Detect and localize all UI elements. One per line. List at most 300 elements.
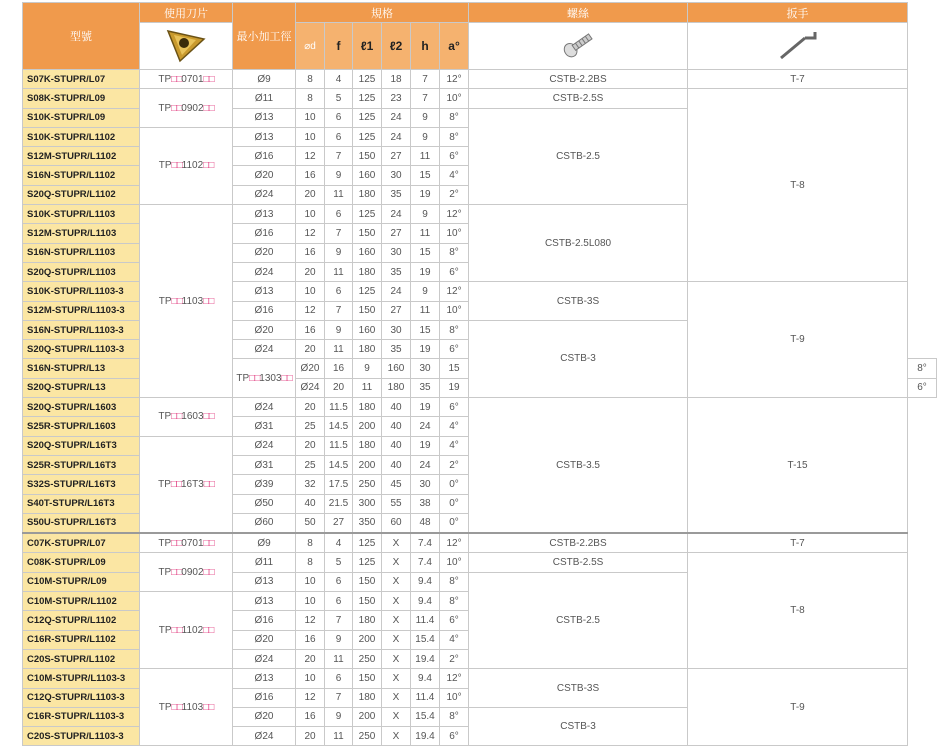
spec-d: 16: [296, 320, 325, 339]
screw-code: CSTB-2.5S: [469, 553, 688, 572]
spec-l1: 125: [353, 553, 382, 572]
spec-f: 14.5: [325, 417, 353, 436]
spec-l2: 40: [382, 398, 411, 417]
spec-l2: 27: [382, 147, 411, 166]
spec-l2: 35: [382, 185, 411, 204]
spec-h: 30: [411, 475, 440, 494]
spec-l2: X: [382, 572, 411, 591]
spec-f: 7: [325, 224, 353, 243]
spec-l1: 180: [353, 262, 382, 281]
wrench-code: T-8: [688, 89, 908, 282]
spec-d: 10: [296, 282, 325, 301]
model-code: S10K-STUPR/L1102: [23, 127, 140, 146]
min-bore: Ø13: [233, 669, 296, 688]
spec-a: 6°: [440, 727, 469, 746]
spec-l1: 160: [382, 359, 411, 378]
spec-h: 9: [411, 127, 440, 146]
spec-l2: 35: [382, 340, 411, 359]
wrench-code: T-15: [688, 398, 908, 534]
spec-l2: 60: [382, 513, 411, 533]
wrench-code: T-9: [688, 669, 908, 746]
screw-code: CSTB-2.5L080: [469, 205, 688, 282]
min-bore: Ø31: [233, 455, 296, 474]
spec-f: 9: [353, 359, 382, 378]
screw-code: CSTB-2.5: [469, 108, 688, 204]
spec-h: 9: [411, 282, 440, 301]
spec-l1: 200: [353, 707, 382, 726]
spec-a: 6°: [440, 398, 469, 417]
spec-l2: 30: [411, 359, 440, 378]
spec-l2: 40: [382, 436, 411, 455]
spec-h: 48: [411, 513, 440, 533]
spec-a: 4°: [440, 417, 469, 436]
spec-h: 7.4: [411, 553, 440, 572]
spec-l2: 24: [382, 127, 411, 146]
min-bore: Ø9: [233, 70, 296, 89]
spec-f: 11: [325, 649, 353, 668]
spec-h: 15: [411, 320, 440, 339]
model-code: C20S-STUPR/L1103-3: [23, 727, 140, 746]
spec-h: 9.4: [411, 669, 440, 688]
spec-a: 6°: [440, 611, 469, 630]
min-bore: Ø24: [233, 340, 296, 359]
spec-d: 20: [296, 727, 325, 746]
min-bore: Ø16: [233, 611, 296, 630]
min-bore: Ø24: [233, 649, 296, 668]
model-code: S16N-STUPR/L13: [23, 359, 140, 378]
min-bore: Ø13: [233, 108, 296, 127]
model-code: S20Q-STUPR/L13: [23, 378, 140, 397]
spec-l1: 150: [353, 572, 382, 591]
spec-d: 10: [296, 572, 325, 591]
spec-table: [22, 2, 937, 746]
table-row: [23, 553, 937, 572]
spec-h: 15.4: [411, 707, 440, 726]
spec-a: 2°: [440, 649, 469, 668]
spec-d: 16: [296, 243, 325, 262]
spec-a: 12°: [440, 282, 469, 301]
min-bore: Ø13: [233, 572, 296, 591]
spec-a: 0°: [440, 494, 469, 513]
spec-h: 7.4: [411, 533, 440, 553]
spec-l1: 160: [353, 320, 382, 339]
spec-d: 25: [296, 417, 325, 436]
screw-image: [469, 23, 688, 70]
spec-f: 6: [325, 669, 353, 688]
spec-l2: 40: [382, 417, 411, 436]
min-bore: Ø24: [233, 727, 296, 746]
model-code: S08K-STUPR/L09: [23, 89, 140, 108]
header-insert: 使用刀片: [140, 3, 233, 23]
model-code: S12M-STUPR/L1103: [23, 224, 140, 243]
model-code: C16R-STUPR/L1103-3: [23, 707, 140, 726]
spec-a: 10°: [440, 224, 469, 243]
wrench-code: T-9: [688, 282, 908, 398]
spec-l1: 250: [353, 475, 382, 494]
spec-l2: 35: [382, 262, 411, 281]
screw-code: CSTB-3S: [469, 282, 688, 321]
spec-l1: 200: [353, 630, 382, 649]
min-bore: Ø13: [233, 205, 296, 224]
model-code: C12Q-STUPR/L1102: [23, 611, 140, 630]
spec-l1: 125: [353, 108, 382, 127]
model-code: S16N-STUPR/L1103-3: [23, 320, 140, 339]
spec-d: 8: [296, 533, 325, 553]
model-code: C12Q-STUPR/L1103-3: [23, 688, 140, 707]
spec-l2: 40: [382, 455, 411, 474]
model-code: S10K-STUPR/L09: [23, 108, 140, 127]
spec-a: 10°: [440, 688, 469, 707]
insert-code: TP□□0701□□: [140, 533, 233, 553]
screw-code: CSTB-3.5: [469, 398, 688, 534]
insert-code: TP□□1303□□: [233, 359, 296, 398]
spec-f: 11: [325, 185, 353, 204]
spec-l1: 150: [353, 224, 382, 243]
spec-l2: X: [382, 688, 411, 707]
min-bore: Ø13: [233, 282, 296, 301]
spec-f: 6: [325, 282, 353, 301]
spec-f: 11: [353, 378, 382, 397]
spec-f: 7: [325, 688, 353, 707]
spec-h: 15: [411, 243, 440, 262]
spec-d: 16: [296, 630, 325, 649]
header-screw: 螺絲: [469, 3, 688, 23]
spec-d: 12: [296, 224, 325, 243]
wrench-icon: [775, 28, 821, 62]
min-bore: Ø20: [233, 243, 296, 262]
spec-l1: 125: [353, 205, 382, 224]
model-code: S16N-STUPR/L1102: [23, 166, 140, 185]
spec-h: 11: [411, 224, 440, 243]
spec-l1: 350: [353, 513, 382, 533]
table-row: [23, 398, 937, 417]
spec-a: 6°: [440, 147, 469, 166]
spec-a: 2°: [440, 185, 469, 204]
min-bore: Ø24: [233, 185, 296, 204]
table-row: [23, 533, 937, 553]
spec-l2: X: [382, 533, 411, 553]
spec-h: 19: [411, 340, 440, 359]
header-min-bore: 最小加工徑: [233, 3, 296, 70]
spec-f: 9: [325, 320, 353, 339]
insert-code: TP□□0902□□: [140, 89, 233, 128]
spec-l1: 180: [353, 185, 382, 204]
spec-f: 6: [325, 127, 353, 146]
model-code: S20Q-STUPR/L1102: [23, 185, 140, 204]
spec-l1: 180: [353, 436, 382, 455]
triangle-insert-icon: [164, 25, 208, 65]
spec-d: 50: [296, 513, 325, 533]
spec-l2: X: [382, 649, 411, 668]
header-d: ⌀d: [296, 23, 325, 70]
table-row: [23, 669, 937, 688]
spec-d: 8: [296, 553, 325, 572]
model-code: S32S-STUPR/L16T3: [23, 475, 140, 494]
spec-h: 38: [411, 494, 440, 513]
spec-h: 9.4: [411, 572, 440, 591]
spec-d: 16: [296, 707, 325, 726]
header-model: 型號: [23, 3, 140, 70]
spec-l2: X: [382, 592, 411, 611]
spec-f: 11: [325, 262, 353, 281]
model-code: C16R-STUPR/L1102: [23, 630, 140, 649]
spec-l1: 125: [353, 282, 382, 301]
spec-f: 6: [325, 205, 353, 224]
spec-l2: 24: [382, 282, 411, 301]
spec-h: 19.4: [411, 727, 440, 746]
screw-code: CSTB-2.2BS: [469, 70, 688, 89]
model-code: C20S-STUPR/L1102: [23, 649, 140, 668]
spec-a: 8°: [440, 108, 469, 127]
spec-a: 4°: [440, 436, 469, 455]
min-bore: Ø20: [233, 320, 296, 339]
insert-image: [140, 23, 233, 70]
min-bore: Ø20: [296, 359, 325, 378]
min-bore: Ø9: [233, 533, 296, 553]
spec-l1: 180: [382, 378, 411, 397]
spec-a: 4°: [440, 630, 469, 649]
model-code: S25R-STUPR/L1603: [23, 417, 140, 436]
spec-a: 8°: [440, 243, 469, 262]
table-row: [23, 70, 937, 89]
spec-l1: 125: [353, 70, 382, 89]
spec-h: 19: [411, 185, 440, 204]
spec-l1: 200: [353, 417, 382, 436]
spec-f: 11.5: [325, 436, 353, 455]
spec-f: 6: [325, 108, 353, 127]
min-bore: Ø24: [296, 378, 325, 397]
spec-f: 21.5: [325, 494, 353, 513]
spec-f: 5: [325, 553, 353, 572]
spec-d: 20: [296, 262, 325, 281]
header-l1: ℓ1: [353, 23, 382, 70]
spec-l1: 160: [353, 243, 382, 262]
screw-code: CSTB-3S: [469, 669, 688, 708]
min-bore: Ø16: [233, 147, 296, 166]
spec-h: 19: [411, 436, 440, 455]
spec-d: 16: [325, 359, 353, 378]
spec-l2: 30: [382, 243, 411, 262]
spec-l2: X: [382, 669, 411, 688]
spec-d: 20: [296, 340, 325, 359]
screw-code: CSTB-3: [469, 707, 688, 746]
spec-l1: 125: [353, 127, 382, 146]
model-code: C10M-STUPR/L1103-3: [23, 669, 140, 688]
screw-code: CSTB-2.2BS: [469, 533, 688, 553]
wrench-image: [688, 23, 908, 70]
spec-l2: 27: [382, 301, 411, 320]
spec-h: 19.4: [411, 649, 440, 668]
spec-d: 8: [296, 70, 325, 89]
spec-h: 19: [411, 398, 440, 417]
header-h: h: [411, 23, 440, 70]
spec-d: 8: [296, 89, 325, 108]
spec-l1: 150: [353, 669, 382, 688]
insert-code: TP□□0701□□: [140, 70, 233, 89]
model-code: C10M-STUPR/L09: [23, 572, 140, 591]
spec-l1: 250: [353, 727, 382, 746]
spec-d: 10: [296, 205, 325, 224]
model-code: S07K-STUPR/L07: [23, 70, 140, 89]
spec-l2: X: [382, 727, 411, 746]
wrench-code: T-7: [688, 533, 908, 553]
insert-code: TP□□1102□□: [140, 592, 233, 669]
spec-a: 10°: [440, 89, 469, 108]
model-code: S25R-STUPR/L16T3: [23, 455, 140, 474]
spec-table-container: [22, 2, 937, 746]
min-bore: Ø20: [233, 166, 296, 185]
spec-d: 20: [296, 436, 325, 455]
spec-a: 8°: [440, 707, 469, 726]
spec-h: 19: [411, 262, 440, 281]
header-specs: 規格: [296, 3, 469, 23]
min-bore: Ø24: [233, 436, 296, 455]
min-bore: Ø16: [233, 224, 296, 243]
table-row: [23, 89, 937, 108]
spec-l2: 27: [382, 224, 411, 243]
spec-a: 8°: [440, 572, 469, 591]
spec-l2: X: [382, 707, 411, 726]
min-bore: Ø16: [233, 688, 296, 707]
wrench-code: T-8: [688, 553, 908, 669]
spec-l1: 180: [353, 398, 382, 417]
spec-d: 10: [296, 108, 325, 127]
spec-d: 32: [296, 475, 325, 494]
spec-f: 9: [325, 166, 353, 185]
spec-a: 8°: [440, 320, 469, 339]
spec-a: 8°: [440, 592, 469, 611]
spec-d: 12: [296, 147, 325, 166]
min-bore: Ø24: [233, 398, 296, 417]
min-bore: Ø24: [233, 262, 296, 281]
spec-h: 15: [440, 359, 469, 378]
min-bore: Ø13: [233, 127, 296, 146]
min-bore: Ø16: [233, 301, 296, 320]
spec-l2: 24: [382, 108, 411, 127]
spec-a: 10°: [440, 301, 469, 320]
screw-code: CSTB-2.5: [469, 572, 688, 668]
spec-l1: 300: [353, 494, 382, 513]
spec-a: 8°: [908, 359, 937, 378]
insert-code: TP□□0902□□: [140, 553, 233, 592]
model-code: S40T-STUPR/L16T3: [23, 494, 140, 513]
spec-l2: 55: [382, 494, 411, 513]
spec-f: 7: [325, 301, 353, 320]
spec-f: 7: [325, 611, 353, 630]
insert-code: TP□□1603□□: [140, 398, 233, 437]
spec-l1: 180: [353, 611, 382, 630]
spec-f: 4: [325, 533, 353, 553]
spec-l1: 125: [353, 533, 382, 553]
spec-a: 6°: [440, 340, 469, 359]
insert-code: TP□□1103□□: [140, 669, 233, 746]
spec-l1: 160: [353, 166, 382, 185]
header-wrench: 扳手: [688, 3, 908, 23]
min-bore: Ø11: [233, 553, 296, 572]
spec-f: 11: [325, 727, 353, 746]
spec-f: 6: [325, 572, 353, 591]
spec-h: 19: [440, 378, 469, 397]
spec-h: 11: [411, 301, 440, 320]
spec-a: 12°: [440, 669, 469, 688]
model-code: C08K-STUPR/L09: [23, 553, 140, 572]
min-bore: Ø13: [233, 592, 296, 611]
spec-f: 11: [325, 340, 353, 359]
insert-code: TP□□1102□□: [140, 127, 233, 204]
spec-f: 11.5: [325, 398, 353, 417]
spec-l1: 180: [353, 688, 382, 707]
wrench-code: T-7: [688, 70, 908, 89]
spec-d: 10: [296, 127, 325, 146]
spec-h: 9.4: [411, 592, 440, 611]
spec-f: 5: [325, 89, 353, 108]
min-bore: Ø50: [233, 494, 296, 513]
min-bore: Ø31: [233, 417, 296, 436]
spec-f: 7: [325, 147, 353, 166]
spec-d: 20: [296, 398, 325, 417]
model-code: S16N-STUPR/L1103: [23, 243, 140, 262]
spec-f: 9: [325, 707, 353, 726]
model-code: C10M-STUPR/L1102: [23, 592, 140, 611]
screw-code: CSTB-3: [469, 320, 688, 397]
model-code: S20Q-STUPR/L1603: [23, 398, 140, 417]
model-code: S20Q-STUPR/L1103: [23, 262, 140, 281]
spec-f: 17.5: [325, 475, 353, 494]
min-bore: Ø60: [233, 513, 296, 533]
spec-d: 20: [296, 185, 325, 204]
table-body: [23, 70, 937, 746]
spec-a: 0°: [440, 513, 469, 533]
spec-f: 4: [325, 70, 353, 89]
min-bore: Ø20: [233, 630, 296, 649]
spec-l2: 18: [382, 70, 411, 89]
model-code: S20Q-STUPR/L1103-3: [23, 340, 140, 359]
spec-l2: X: [382, 611, 411, 630]
spec-f: 9: [325, 243, 353, 262]
spec-a: 6°: [908, 378, 937, 397]
spec-l1: 180: [353, 340, 382, 359]
spec-l1: 200: [353, 455, 382, 474]
header-f: f: [325, 23, 353, 70]
spec-l2: 35: [411, 378, 440, 397]
spec-d: 16: [296, 166, 325, 185]
spec-a: 12°: [440, 70, 469, 89]
spec-f: 27: [325, 513, 353, 533]
spec-l2: 24: [382, 205, 411, 224]
spec-d: 12: [296, 688, 325, 707]
min-bore: Ø11: [233, 89, 296, 108]
spec-d: 12: [296, 611, 325, 630]
spec-d: 20: [296, 649, 325, 668]
spec-a: 4°: [440, 166, 469, 185]
spec-a: 6°: [440, 262, 469, 281]
spec-a: 10°: [440, 553, 469, 572]
spec-l2: 23: [382, 89, 411, 108]
spec-l1: 125: [353, 89, 382, 108]
spec-l2: X: [382, 553, 411, 572]
spec-a: 8°: [440, 127, 469, 146]
header-l2: ℓ2: [382, 23, 411, 70]
model-code: S12M-STUPR/L1102: [23, 147, 140, 166]
spec-h: 11.4: [411, 611, 440, 630]
spec-h: 7: [411, 70, 440, 89]
model-code: S10K-STUPR/L1103-3: [23, 282, 140, 301]
screw-code: CSTB-2.5S: [469, 89, 688, 108]
spec-l1: 250: [353, 649, 382, 668]
model-code: S50U-STUPR/L16T3: [23, 513, 140, 533]
min-bore: Ø20: [233, 707, 296, 726]
spec-l2: 45: [382, 475, 411, 494]
